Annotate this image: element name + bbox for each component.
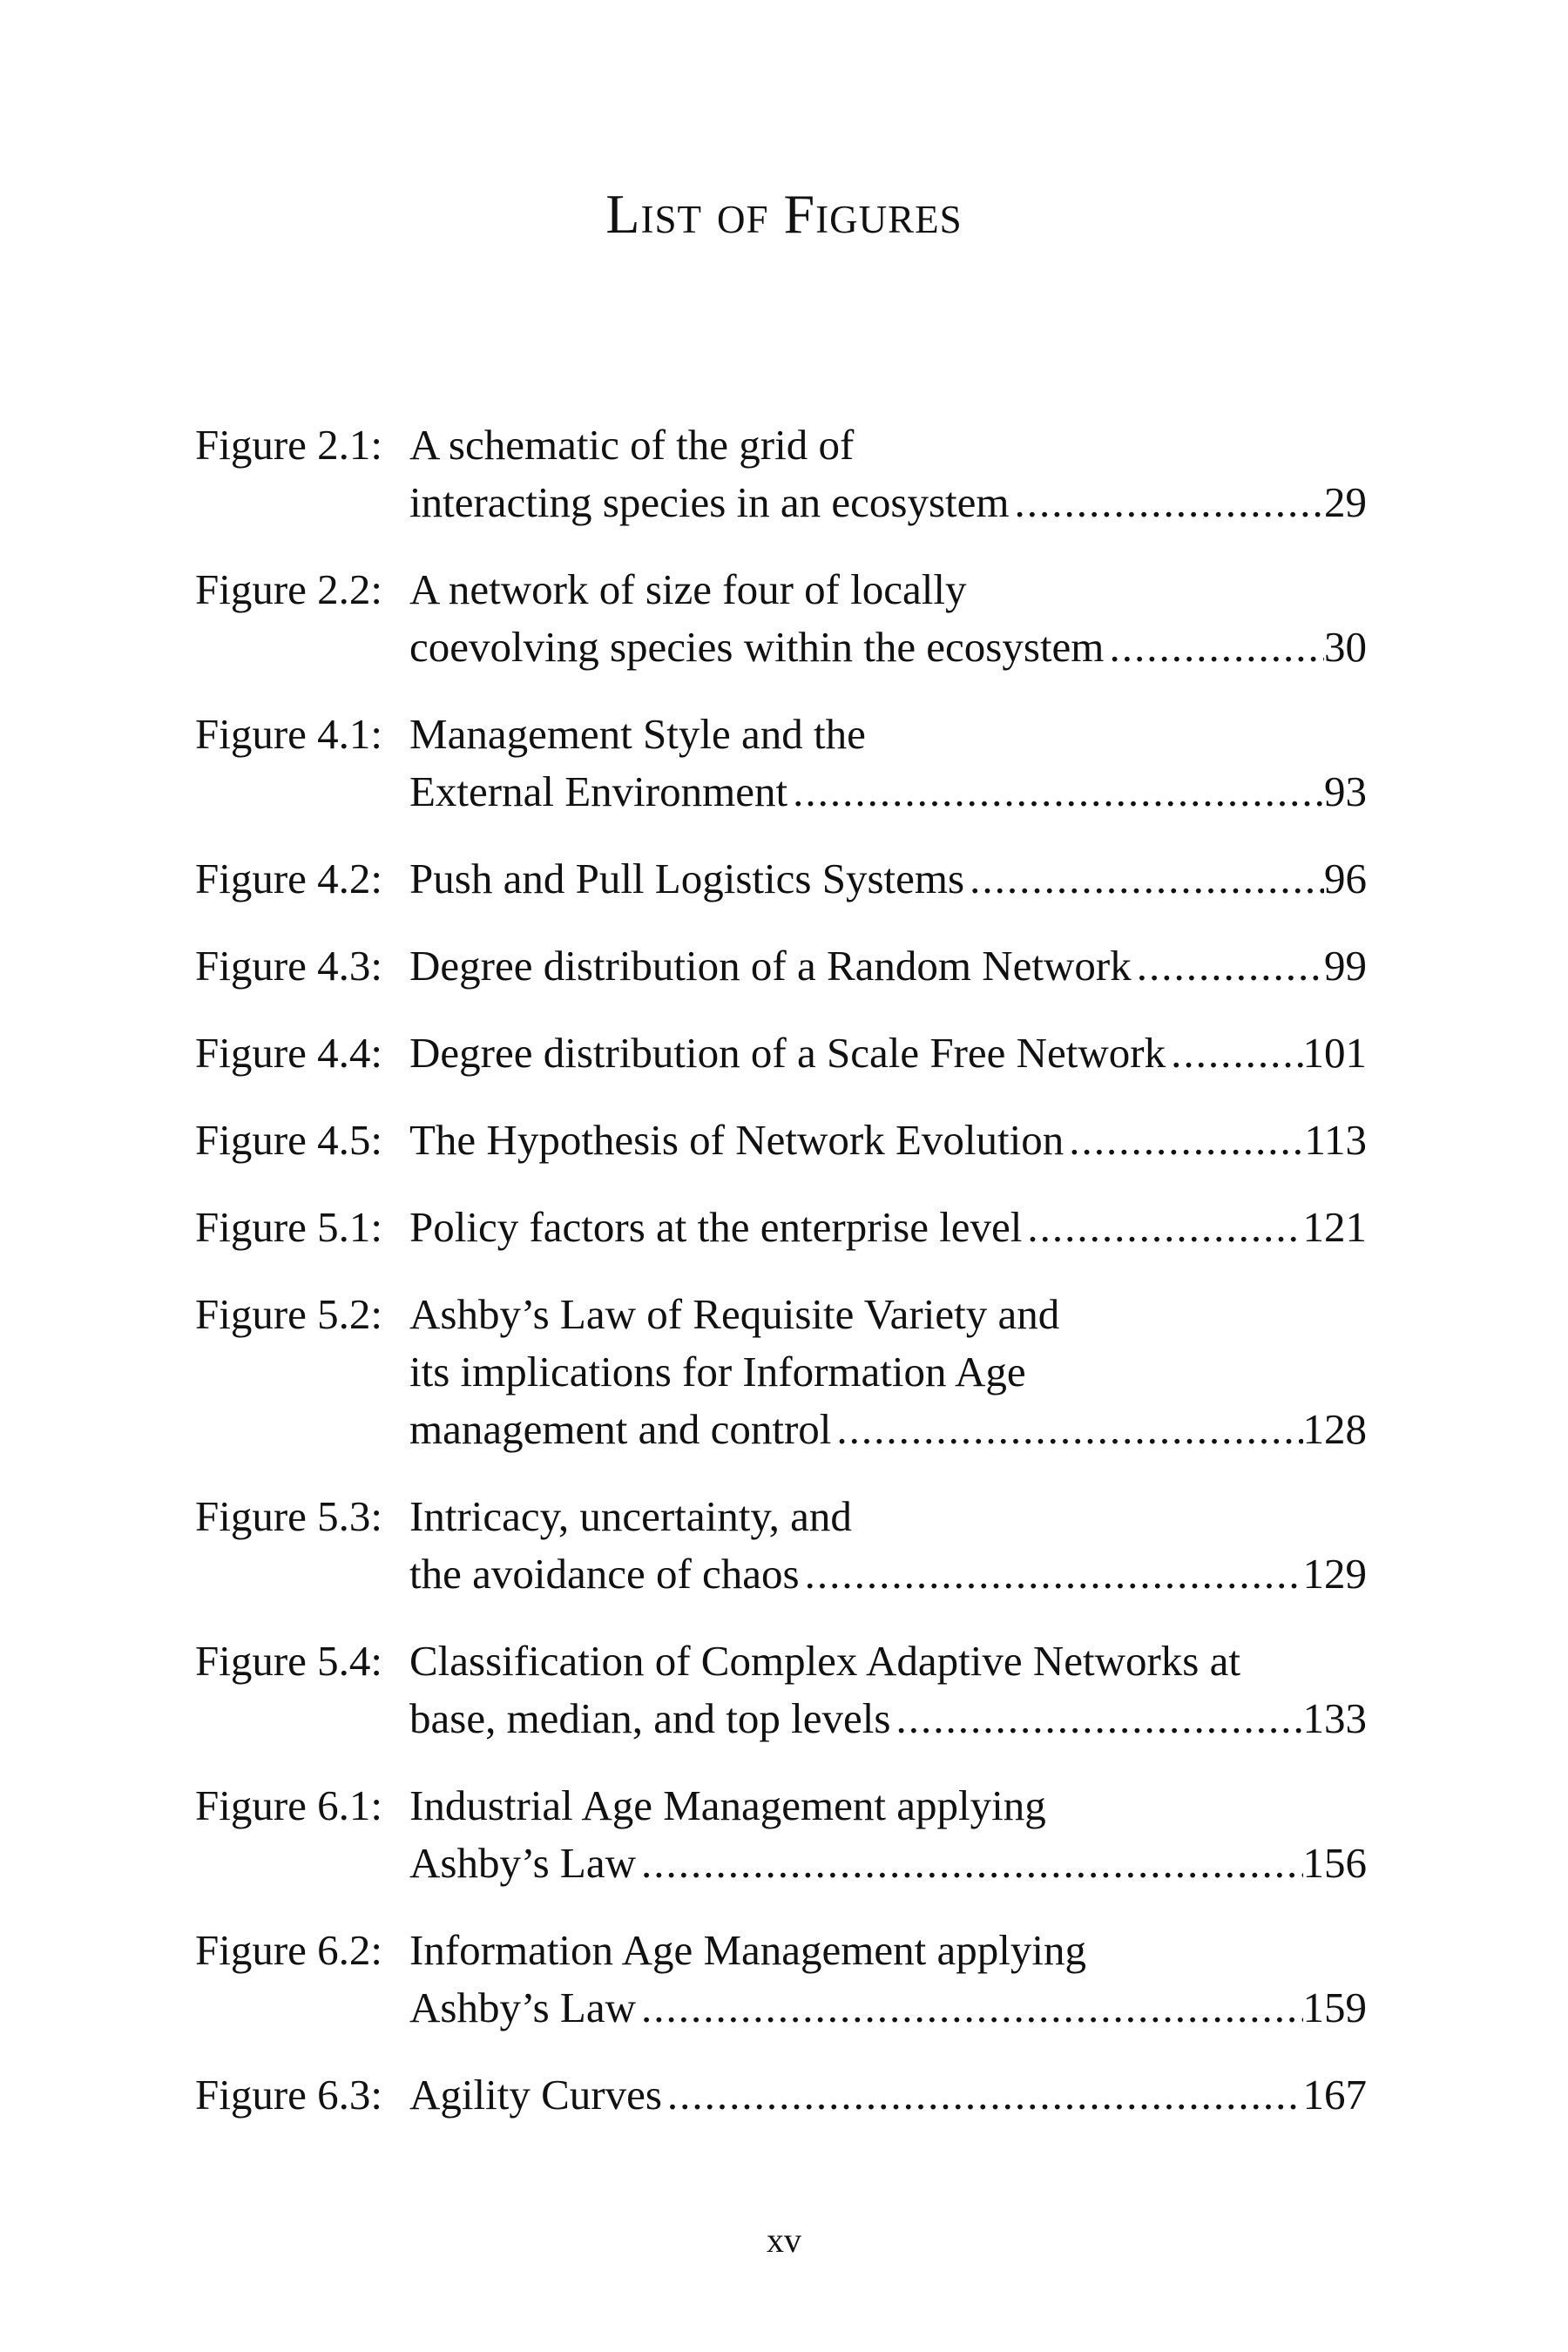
figure-caption (409, 1922, 1367, 2037)
page-reference: 128 (1302, 1405, 1367, 1453)
caption-last-line (409, 474, 1367, 531)
figure-entry (195, 937, 1367, 995)
page-reference: 93 (1324, 767, 1367, 815)
page-reference: 129 (1302, 1550, 1367, 1598)
caption-last-line (409, 1112, 1367, 1169)
dot-leader (636, 1979, 1303, 2037)
figure-caption (409, 850, 1367, 908)
figure-caption (409, 937, 1367, 995)
figure-entry (195, 1112, 1367, 1169)
figure-label: Figure 5.2: (195, 1290, 383, 1338)
figure-label: Figure 6.1: (195, 1781, 383, 1829)
figure-caption (409, 1024, 1367, 1082)
page-reference: 29 (1324, 478, 1367, 526)
figure-caption (409, 2066, 1367, 2124)
caption-line: management and control (409, 1405, 832, 1453)
figure-caption (409, 1199, 1367, 1256)
caption-line: Push and Pull Logistics Systems (409, 855, 965, 902)
figure-label: Figure 4.2: (195, 855, 383, 902)
dot-leader (1022, 1199, 1302, 1256)
caption-line: Agility Curves (409, 2071, 662, 2119)
figure-caption (409, 1112, 1367, 1169)
dot-leader (662, 2066, 1303, 2124)
caption-line: the avoidance of chaos (409, 1550, 800, 1598)
caption-line: Degree distribution of a Random Network (409, 942, 1132, 990)
caption-line: Policy factors at the enterprise level (409, 1203, 1023, 1251)
figure-caption (409, 1286, 1367, 1458)
figure-entry (195, 561, 1367, 676)
page-reference: 101 (1302, 1029, 1367, 1077)
figure-label: Figure 6.2: (195, 1926, 383, 1974)
figure-caption (409, 1488, 1367, 1603)
page-reference: 30 (1324, 623, 1367, 671)
page-title: List of Figures (605, 183, 963, 245)
figure-label: Figure 5.4: (195, 1637, 383, 1685)
figure-entry (195, 1286, 1367, 1458)
dot-leader (831, 1401, 1302, 1458)
caption-line: A schematic of the grid of (409, 421, 855, 469)
figure-entry (195, 1199, 1367, 1256)
caption-line: Industrial Age Management applying (409, 1781, 1046, 1829)
figure-label: Figure 5.3: (195, 1492, 383, 1540)
dot-leader (1010, 474, 1325, 531)
dot-leader (1104, 618, 1324, 676)
caption-last-line (409, 1545, 1367, 1603)
caption-last-line (409, 1401, 1367, 1458)
dot-leader (1166, 1024, 1302, 1082)
caption-line: Classification of Complex Adaptive Networks at (409, 1637, 1240, 1685)
dot-leader (800, 1545, 1303, 1603)
caption-line: Degree distribution of a Scale Free Network (409, 1029, 1166, 1077)
figure-label: Figure 2.1: (195, 421, 383, 469)
caption-last-line (409, 1024, 1367, 1082)
caption-line: Management Style and the (409, 710, 866, 758)
figure-label: Figure 2.2: (195, 565, 383, 613)
caption-line: its implications for Information Age (409, 1348, 1026, 1396)
figure-label: Figure 4.1: (195, 710, 383, 758)
page-reference: 133 (1302, 1694, 1367, 1742)
dot-leader (636, 1835, 1303, 1892)
caption-line: coevolving species within the ecosystem (409, 623, 1105, 671)
figure-entry (195, 1024, 1367, 1082)
caption-last-line (409, 1690, 1367, 1747)
figure-caption (409, 1632, 1367, 1747)
dot-leader (787, 763, 1324, 821)
caption-line: Ashby’s Law of Requisite Variety and (409, 1290, 1060, 1338)
caption-line: Information Age Management applying (409, 1926, 1086, 1974)
caption-line: The Hypothesis of Network Evolution (409, 1116, 1064, 1164)
caption-last-line (409, 763, 1367, 821)
figure-entry (195, 1488, 1367, 1603)
caption-last-line (409, 937, 1367, 995)
page-reference: 156 (1302, 1839, 1367, 1887)
page-reference: 121 (1302, 1203, 1367, 1251)
figure-caption (409, 561, 1367, 676)
figure-entry (195, 416, 1367, 531)
figure-entry (195, 706, 1367, 821)
figure-entry (195, 1632, 1367, 1747)
figure-entry (195, 2066, 1367, 2124)
caption-line: Ashby’s Law (409, 1984, 636, 2031)
caption-line: Ashby’s Law (409, 1839, 636, 1887)
figure-label: Figure 4.3: (195, 942, 383, 990)
figure-entry (195, 1922, 1367, 2037)
figure-entry (195, 850, 1367, 908)
page-reference: 159 (1302, 1984, 1367, 2031)
figure-caption (409, 1777, 1367, 1892)
caption-line: A network of size four of locally (409, 565, 967, 613)
figure-label: Figure 5.1: (195, 1203, 383, 1251)
caption-line: base, median, and top levels (409, 1694, 891, 1742)
caption-line: interacting species in an ecosystem (409, 478, 1010, 526)
caption-last-line (409, 1979, 1367, 2037)
dot-leader (1132, 937, 1324, 995)
dot-leader (890, 1690, 1302, 1747)
page-reference: 96 (1324, 855, 1367, 902)
caption-last-line (409, 1199, 1367, 1256)
page-number: xv (767, 2220, 801, 2260)
page-reference: 99 (1324, 942, 1367, 990)
figure-label: Figure 6.3: (195, 2071, 383, 2119)
figure-label: Figure 4.5: (195, 1116, 383, 1164)
figure-list (195, 416, 1367, 2153)
page-reference: 167 (1302, 2071, 1367, 2119)
dot-leader (964, 850, 1324, 908)
figure-caption (409, 706, 1367, 821)
figure-label: Figure 4.4: (195, 1029, 383, 1077)
dot-leader (1064, 1112, 1304, 1169)
caption-last-line (409, 618, 1367, 676)
caption-last-line (409, 1835, 1367, 1892)
figure-caption (409, 416, 1367, 531)
page-reference: 113 (1304, 1116, 1367, 1164)
caption-line: External Environment (409, 767, 788, 815)
caption-line: Intricacy, uncertainty, and (409, 1492, 852, 1540)
caption-last-line (409, 850, 1367, 908)
figure-entry (195, 1777, 1367, 1892)
caption-last-line (409, 2066, 1367, 2124)
